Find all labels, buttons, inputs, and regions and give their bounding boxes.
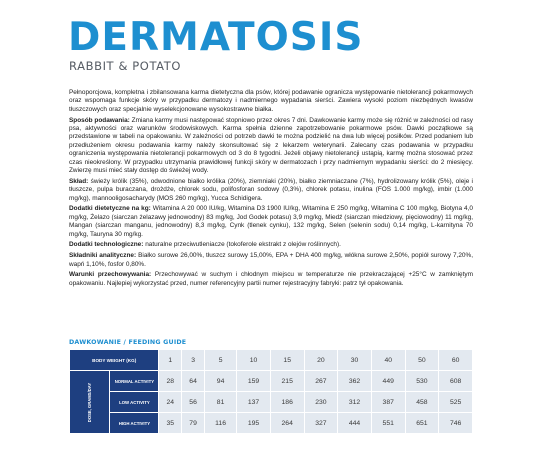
table-row [70,413,472,433]
dose-cell: 267 [305,371,338,391]
dose-cell: 449 [372,371,405,391]
weight-cell: 15 [271,350,304,370]
feeding-guide-title: DAWKOWANIE / FEEDING GUIDE [69,339,187,346]
section-text: Witamina A 20 000 IU/kg, Witamina D3 1900 IU/kg, Witamina E 250 mg/kg, Witamina C 100 mg/kg, Biotyna 4,0 mg/kg, Żelazo (siarczan żelazawy jednowodny) 83 mg/kg, Jod Godek potasu) 3,9 mg/kg, Miedź (siarczan miedziowy, pięciowodny) 11 mg/kg, Mangan (siarczan manganu, jednowodny) 8,3 mg/kg, Cynk (tlenek cynku), 132 mg/kg, Selen (selenin sodu) 0,14 mg/kg, L-karnityna 70 mg/kg, Tauryna 30 mg/kg. [69,205,474,238]
weight-cell: 1 [159,350,181,370]
dose-cell: 79 [182,413,204,433]
technological-additives-paragraph [69,241,473,249]
storage-conditions-paragraph [69,271,473,288]
activity-label: NORMAL ACTIVITY [110,371,158,391]
section-text: naturalne przeciwutleniacze (tokoferole ekstrakt z olejów roślinnych). [145,241,341,249]
dose-cell: 230 [305,392,338,412]
dose-cell: 137 [237,392,270,412]
weight-cell: 5 [205,350,236,370]
analytical-constituents-paragraph [69,252,473,269]
dietary-additives-paragraph [69,205,473,239]
description-text [69,89,473,290]
dose-cell: 159 [237,371,270,391]
table-row [70,371,472,391]
dose-cell: 116 [205,413,236,433]
section-label: Składniki analityczne: [69,252,137,260]
activity-label: HIGH ACTIVITY [110,413,158,433]
dose-cell: 746 [439,413,472,433]
weight-cell: 60 [439,350,472,370]
dose-cell: 525 [439,392,472,412]
dose-cell: 551 [372,413,405,433]
dose-cell: 327 [305,413,338,433]
dose-cell: 651 [406,413,439,433]
dose-cell: 24 [159,392,181,412]
dose-cell: 444 [338,413,371,433]
section-text: Białko surowe 26,00%, tłuszcz surowy 15,00%, EPA + DHA 400 mg/kg, włókna surowe 2,50%, popiół surowy 7,20%, wapń 1,10%, fosfor 0,80%. [69,252,474,268]
dose-cell: 362 [338,371,371,391]
dose-cell: 608 [439,371,472,391]
dose-cell: 458 [406,392,439,412]
dose-cell: 530 [406,371,439,391]
dose-label: DOSE, GRAMS/DAY [87,382,93,422]
weight-cell: 50 [406,350,439,370]
dose-cell: 186 [271,392,304,412]
weight-cell: 40 [372,350,405,370]
section-label: Sposób podawania: [69,116,130,124]
feeding-instructions-paragraph [69,117,473,176]
section-text: Zmiana karmy musi następować stopniowo przez okres 7 dni. Dawkowanie karmy może się różnić w zależności od rasy psa, aktywności oraz warunków środowiskowych. Karma spełnia dzienne zapotrzebowanie pokarmowe psów. Dawki początkowe są przedstawione w tabeli na opakowaniu. W zależności od potrzeb dawki te można podzielić na dwa lub więcej posiłków. Przed podaniem lub przedłużeniem okresu podawania karmy należy skonsultować się z lekarzem weterynarii. Zalecany czas podawania w przypadku ograniczenia występowania nietolerancji pokarmowych od 3 do 8 tygodni. Jeżeli objawy nietolerancji ustąpią, karmę można stosować przez czas nieokreślony. W przypadku utrzymania prawidłowej funkcji skóry w dermatozach i przy nadmiernym wypadaniu sierści: do 2 miesięcy. Zwierzę musi mieć stały dostęp do świeżej wody. [69,116,473,175]
weight-cell: 10 [237,350,270,370]
section-label: Warunki przechowywania: [69,271,152,279]
section-label: Dodatki dietetyczne na kg: [69,205,151,213]
dose-cell: 312 [338,392,371,412]
dose-cell: 387 [372,392,405,412]
dose-label-cell [70,371,109,433]
dose-cell: 81 [205,392,236,412]
dose-cell: 64 [182,371,204,391]
dose-cell: 56 [182,392,204,412]
section-text: Przechowywać w suchym i chłodnym miejscu w temperaturze nie przekraczającej +25°C w zamkniętym opakowaniu. Najlepiej wykorzystać przed, numer referencyjny partii numer rejestracyjny fabryki: patrz tył opakowania. [69,271,473,287]
dose-cell: 35 [159,413,181,433]
section-label: Dodatki technologiczne: [69,241,144,249]
section-label: Skład: [69,177,89,185]
product-subtitle: RABBIT & POTATO [69,59,182,73]
dose-cell: 264 [271,413,304,433]
section-text: świeży królik (35%), odwodnione białko królika (20%), ziemniaki (20%), białko ziemniaczane (7%), hydrolizowany królik (5%), oleje i tłuszcze, pulpa buraczana, drożdże, chlorek sodu, polifosforan sodowy (0,3%), chlorek potasu, inulina (FOS 1.000 mg/kg), imbir (1.000 mg/kg), mannooligosacharydy (MOS 260 mg/kg), Yucca Schidigera. [69,177,473,202]
dose-cell: 94 [205,371,236,391]
dose-cell: 28 [159,371,181,391]
product-title: DERMATOSIS [68,15,364,60]
body-weight-header: BODY WEIGHT (KG) [70,350,158,370]
dose-cell: 215 [271,371,304,391]
weight-cell: 30 [338,350,371,370]
composition-paragraph [69,178,473,203]
feeding-guide-table [69,349,473,434]
intro-paragraph: Pełnoporcjowa, kompletna i zbilansowana karma dietetyczna dla psów, której podawanie ogranicza występowanie nietolerancji pokarmowych oraz wspomaga funkcje skóry w przypadku dermatozy i nadmiernego wypadania sierści. Zawiera wysoki poziom niezbędnych kwasów tłuszczowych oraz specjalnie wyselekcjonowane wysokostrawne białka. [69,89,473,113]
table-row [70,392,472,412]
dose-cell: 195 [237,413,270,433]
weight-cell: 20 [305,350,338,370]
activity-label: LOW ACTIVITY [110,392,158,412]
table-header-row [70,350,472,370]
weight-cell: 3 [182,350,204,370]
